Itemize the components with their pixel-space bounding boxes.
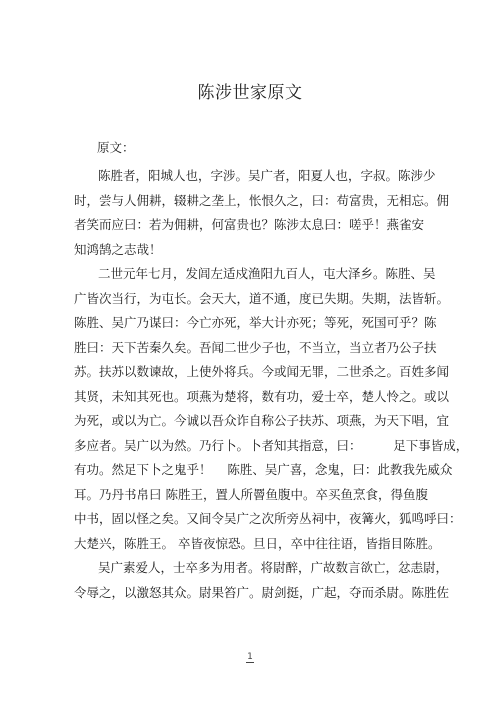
text-line: 多应者。吴广以为然。乃行卜。卜者知其指意，曰： 足下事皆成，: [74, 437, 469, 453]
text-line: 有功。然足下卜之鬼乎！ 陈胜、吴广喜，念鬼，曰：此教我先威众: [74, 462, 453, 477]
text-line: 胜曰：天下苦秦久矣。吾闻二世少子也，不当立，当立者乃公子扶: [74, 339, 437, 355]
text-line: 广皆次当行，为屯长。会天大，道不通，度已失期。失期，法皆斩。: [74, 290, 450, 306]
text-line: 吴广素爱人，士卒多为用者。将尉醉，广故数言欲亡，忿恚尉，: [98, 560, 449, 575]
text-line: 令辱之，以激怒其众。尉果笞广。尉剑挺，广起，夺而杀尉。陈胜佐: [74, 584, 450, 600]
text-line: 二世元年七月，发闾左适戍渔阳九百人，屯大泽乡。陈胜、吴: [98, 266, 436, 281]
page-title: 陈涉世家原文: [197, 83, 303, 103]
body-text: [74, 164, 469, 605]
section-label: 原文：: [97, 140, 135, 155]
text-line: 其贤，未知其死也。项燕为楚将，数有功，爱士卒，楚人怜之。或以: [74, 388, 450, 404]
text-line: 中书，固以怪之矣。又间令吴广之次所旁丛祠中，夜篝火，狐鸣呼曰：: [74, 511, 462, 526]
text-line: 陈胜、吴广乃谋曰：今亡亦死，举大计亦死；等死，死国可乎？陈: [74, 315, 437, 330]
text-line: 苏。扶苏以数谏故，上使外将兵。今或闻无罪，二世杀之。百姓多闻: [74, 364, 450, 379]
text-line: 知鸿鹄之志哉！: [74, 241, 162, 257]
page-number: [0, 652, 500, 662]
text-line: 大楚兴，陈胜王。 卒皆夜惊恐。旦日，卒中往往语，皆指目陈胜。: [74, 535, 441, 551]
page-number-text: 1: [247, 652, 253, 662]
text-line: 时，尝与人佣耕，辍耕之垄上，怅恨久之，曰：苟富贵，无相忘。佣: [74, 192, 450, 208]
text-line: 者笑而应曰：若为佣耕，何富贵也？陈涉太息曰：嗟乎！燕雀安: [74, 217, 425, 232]
text-line: 为死，或以为亡。今诚以吾众诈自称公子扶苏、项燕，为天下唱，宜: [74, 413, 450, 428]
text-line: 耳。乃丹书帛曰 陈胜王，置人所罾鱼腹中。卒买鱼烹食，得鱼腹: [74, 486, 428, 502]
text-line: 陈胜者，阳城人也，字涉。吴广者，阳夏人也，字叔。陈涉少: [98, 168, 436, 183]
